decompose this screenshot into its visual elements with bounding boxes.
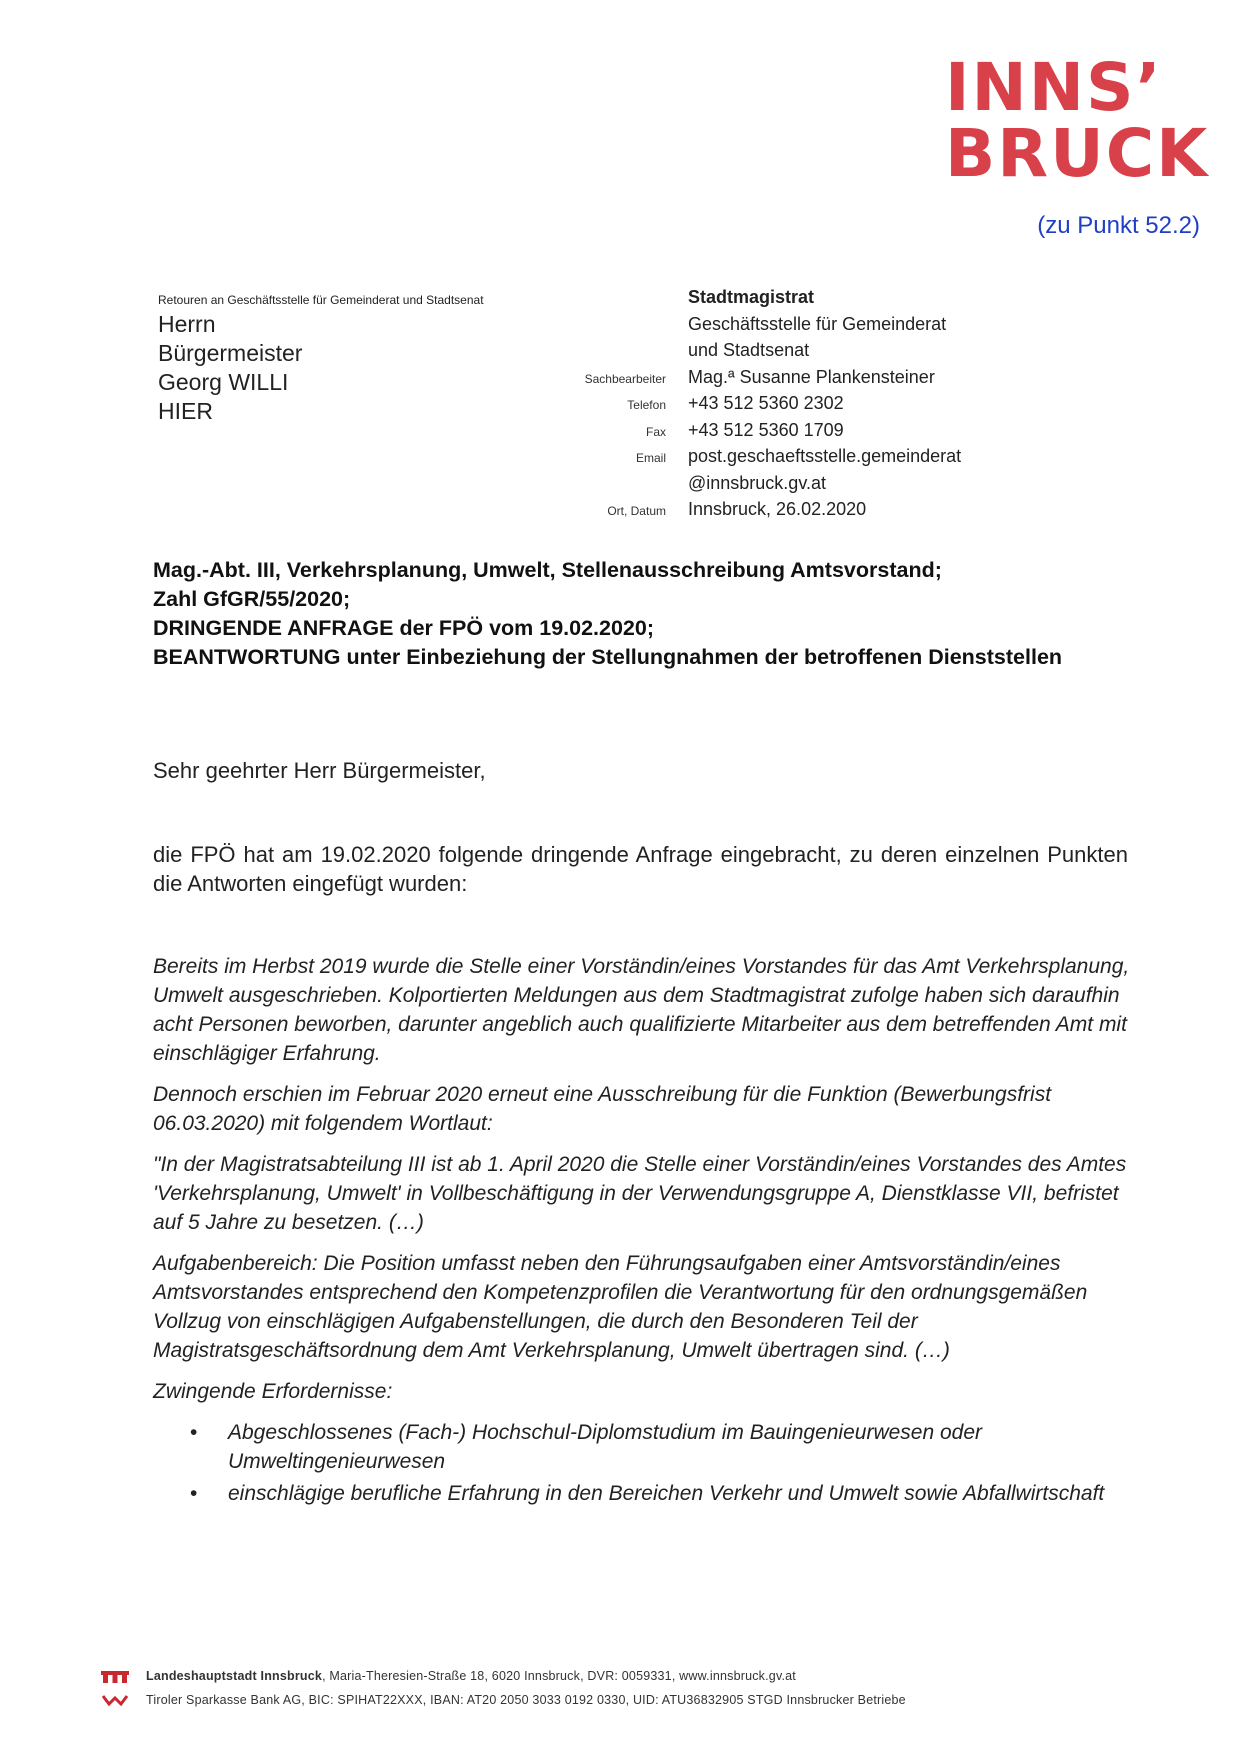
sender-row-fax — [560, 417, 1020, 444]
sender-dept: und Stadtsenat — [688, 340, 810, 360]
list-item — [153, 1418, 1133, 1476]
sender-row-phone — [560, 390, 1020, 417]
footer-org: Landeshauptstadt Innsbruck — [146, 1669, 323, 1683]
sender-row-date — [560, 496, 1020, 523]
sender-row-email — [560, 443, 1020, 470]
footer-address: , Maria-Theresien-Straße 18, 6020 Innsbruck, DVR: 0059331, www.innsbruck.gv.at — [322, 1669, 796, 1683]
recipient-address — [158, 310, 302, 426]
sender-value: +43 512 5360 2302 — [688, 393, 844, 413]
sender-value: Innsbruck, 26.02.2020 — [688, 499, 867, 519]
sender-value: @innsbruck.gv.at — [688, 472, 826, 493]
agenda-item-reference: (zu Punkt 52.2) — [1037, 212, 1200, 239]
requirements-list — [153, 1418, 1133, 1508]
logo-line-2: BRUCK — [945, 115, 1210, 192]
recipient-line: HIER — [158, 398, 213, 424]
salutation: Sehr geehrter Herr Bürgermeister, — [153, 758, 486, 783]
subject-line: BEANTWORTUNG unter Einbeziehung der Stellungnahmen der betroffenen Dienststellen — [153, 645, 1063, 669]
return-address: Retouren an Geschäftsstelle für Gemeinderat und Stadtsenat — [158, 293, 484, 307]
list-item-text: einschlägige berufliche Erfahrung in den Bereichen Verkehr und Umwelt sowie Abfallwirtschaft — [228, 1482, 1105, 1505]
subject-line: Zahl GfGR/55/2020; — [153, 587, 351, 611]
recipient-line: Georg WILLI — [158, 369, 289, 395]
sender-dept: Geschäftsstelle für Gemeinderat — [688, 313, 947, 334]
city-emblem-icon — [100, 1669, 130, 1683]
recipient-line: Bürgermeister — [158, 340, 303, 366]
bank-logo-icon — [100, 1693, 130, 1707]
intro-paragraph: die FPÖ hat am 19.02.2020 folgende dringende Anfrage eingebracht, zu deren einzelnen Punkten die Antworten eingefügt wurden: — [153, 842, 1128, 896]
sender-label: Fax — [645, 424, 666, 439]
subject-line: DRINGENDE ANFRAGE der FPÖ vom 19.02.2020; — [153, 616, 655, 640]
logo-line-1: INNS’ — [945, 49, 1163, 126]
recipient-line: Herrn — [158, 311, 216, 337]
bullet-icon: • — [190, 1482, 198, 1505]
quote-paragraph: Bereits im Herbst 2019 wurde die Stelle einer Vorständin/eines Vorstandes für das Amt Verkehrsplanung, Umwelt ausgeschrieben. Kolportierten Meldungen aus dem Stadtmagistrat zufolge haben sich daraufhin acht Personen beworben, darunter angeblich auch qualifizierte Mitarbeiter aus dem betreffenden Amt mit einschlägiger Erfahrung. — [153, 955, 1130, 1065]
innsbruck-logo — [945, 49, 1210, 192]
sender-block — [560, 284, 1020, 523]
subject-block — [153, 556, 1133, 672]
sender-value: Mag.ª Susanne Plankensteiner — [688, 366, 935, 387]
sender-row-clerk — [560, 364, 1020, 391]
quote-paragraph: Dennoch erschien im Februar 2020 erneut eine Ausschreibung für die Funktion (Bewerbungsfrist 06.03.2020) mit folgendem Wortlaut: — [153, 1083, 1052, 1135]
quote-paragraph: Zwingende Erfordernisse: — [153, 1380, 393, 1403]
bullet-icon: • — [190, 1421, 198, 1444]
list-item-text: Abgeschlossenes (Fach-) Hochschul-Diplomstudium im Bauingenieurwesen oder Umweltingenieurwesen — [228, 1421, 983, 1473]
quoted-inquiry — [153, 952, 1133, 1511]
sender-label: Ort, Datum — [607, 504, 666, 518]
sender-label: Sachbearbeiter — [584, 371, 666, 386]
sender-label: Email — [635, 451, 666, 465]
sender-value: +43 512 5360 1709 — [688, 419, 844, 440]
quote-paragraph: "In der Magistratsabteilung III ist ab 1. April 2020 die Stelle einer Vorständin/eines Vorstandes des Amtes 'Verkehrsplanung, Umwelt' in Vollbeschäftigung in der Verwendungsgruppe A, Dienstklasse VII, befristet auf 5 Jahre zu besetzen. (…) — [153, 1153, 1127, 1234]
sender-value: post.geschaeftsstelle.gemeinderat — [688, 446, 962, 466]
quote-paragraph: Aufgabenbereich: Die Position umfasst neben den Führungsaufgaben einer Amtsvorständin/eines Amtsvorstandes entsprechend den Kompetenzprofilen die Verantwortung für den ordnungsgemäßen Vollzug von einschlägigen Aufgabenstellungen, die durch den Besonderen Teil der Magistratsgeschäftsordnung dem Amt Verkehrsplanung, Umwelt übertragen sind. (…) — [153, 1252, 1088, 1362]
footer-bank: Tiroler Sparkasse Bank AG, BIC: SPIHAT22XXX, IBAN: AT20 2050 3033 0192 0330, UID: ATU36832905 STGD Innsbrucker Betriebe — [146, 1693, 906, 1707]
sender-row-email-cont — [560, 470, 1020, 497]
list-item — [153, 1479, 1133, 1508]
sender-org: Stadtmagistrat — [688, 287, 815, 307]
footer — [100, 1664, 1100, 1712]
sender-label: Telefon — [627, 398, 666, 412]
subject-line: Mag.-Abt. III, Verkehrsplanung, Umwelt, Stellenausschreibung Amtsvorstand; — [153, 558, 942, 582]
